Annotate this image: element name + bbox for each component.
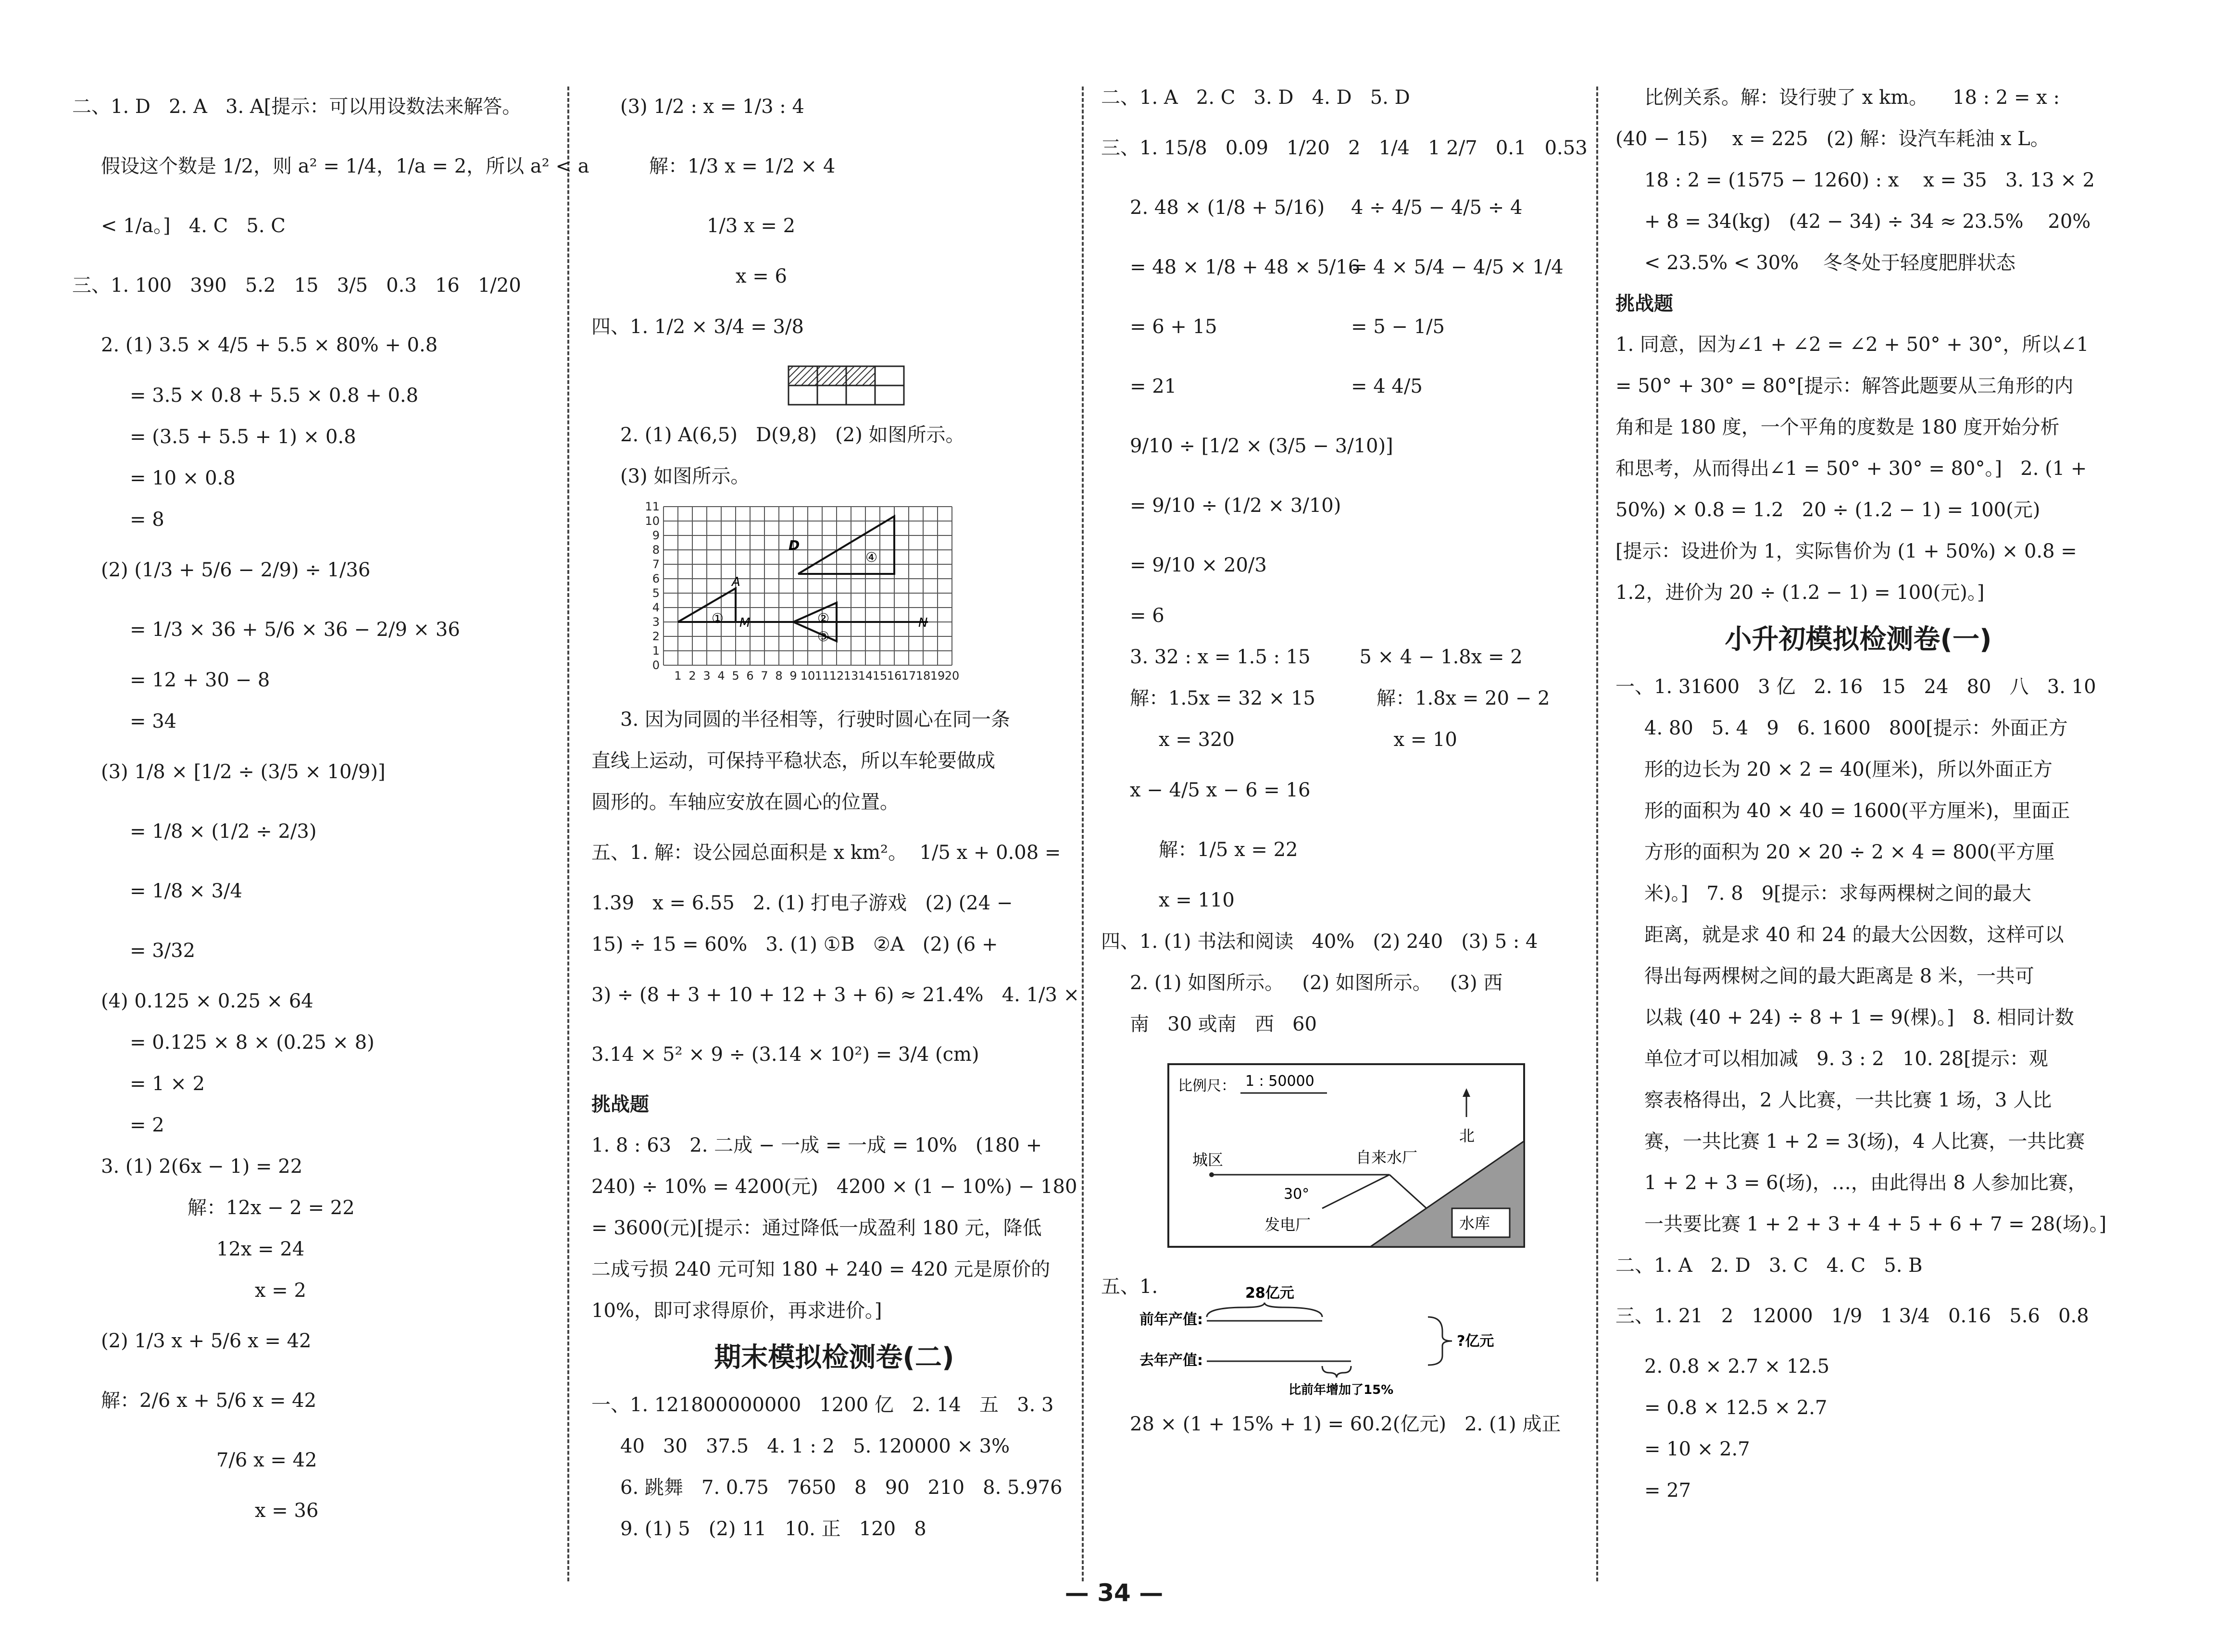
answer-line: = 0.8 × 12.5 × 2.7 <box>1644 1397 1827 1419</box>
column-1 <box>72 77 589 1594</box>
answer-line: 1. 同意，因为∠1 + ∠2 = ∠2 + 50° + 30°，所以∠1 <box>1615 334 2089 356</box>
label-last-year: 去年产值: <box>1139 1352 1203 1369</box>
answer-line: 二成亏损 240 元可知 180 + 240 = 420 元是原价的 <box>591 1258 1051 1280</box>
x-tick-label: 19 <box>930 669 945 683</box>
column-divider <box>1596 87 1598 1581</box>
point-m-label: M <box>739 616 751 630</box>
answer-line: 50%) × 0.8 = 1.2 20 ÷ (1.2 − 1) = 100(元) <box>1615 499 2040 521</box>
answer-line: 赛，一共比赛 1 + 2 = 3(场)，4 人比赛，一共比赛 <box>1644 1130 2085 1153</box>
column-4 <box>1615 77 2107 1594</box>
answer-line: 6. 跳舞 7. 0.75 7650 8 90 210 8. 5.976 <box>620 1477 1063 1499</box>
answer-line: 解：12x − 2 = 22 <box>188 1197 355 1219</box>
answer-line: 得出每两棵树之间的最大距离是 8 米，一共可 <box>1644 965 2034 987</box>
answer-line: = 0.125 × 8 × (0.25 × 8) <box>130 1031 375 1054</box>
answer-line: 比例关系。解：设行驶了 x km。 18 : 2 = x : <box>1644 87 2060 109</box>
answer-line: 五、1. <box>1101 1276 1158 1298</box>
answer-line: 9. (1) 5 (2) 11 10. 正 120 8 <box>620 1518 926 1540</box>
answer-line: 三、1. 15/8 0.09 1/20 2 1/4 1 2/7 0.1 0.53 <box>1101 137 1588 159</box>
answer-line: 9/10 ÷ [1/2 × (3/5 − 3/10)] <box>1130 435 1393 457</box>
answer-line: 解：1/5 x = 22 <box>1159 839 1298 861</box>
answer-line: 3.14 × 5² × 9 ÷ (3.14 × 10²) = 3/4 (cm) <box>591 1043 979 1066</box>
answer-line: 三、1. 21 2 12000 1/9 1 3/4 0.16 5.6 0.8 <box>1615 1305 2089 1327</box>
x-tick-label: 12 <box>829 669 844 683</box>
answer-line: (4) 0.125 × 0.25 × 64 <box>101 990 313 1012</box>
answer-line: = 1/8 × (1/2 ÷ 2/3) <box>130 820 317 843</box>
x-tick-label: 5 <box>732 669 739 683</box>
answer-line: = 3.5 × 0.8 + 5.5 × 0.8 + 0.8 <box>130 385 419 407</box>
y-tick-label: 2 <box>652 630 660 643</box>
point-n-label: N <box>918 616 928 630</box>
answer-line: 二、1. D 2. A 3. A[提示：可以用设数法来解答。 <box>72 96 522 118</box>
answer-line: 3. 32 : x = 1.5 : 15 5 × 4 − 1.8x = 2 <box>1130 646 1523 668</box>
answer-line: = 10 × 2.7 <box>1644 1438 1750 1460</box>
y-tick-label: 9 <box>652 529 660 542</box>
answer-line: < 1/a。] 4. C 5. C <box>101 215 286 237</box>
scale-value: 1 : 50000 <box>1245 1073 1314 1090</box>
scale-label: 比例尺： <box>1178 1078 1236 1094</box>
answer-line: = 6 + 15 <box>1130 316 1217 338</box>
answer-line: = 50° + 30° = 80°[提示：解答此题要从三角形的内 <box>1615 375 2074 397</box>
answer-line: x = 110 <box>1159 889 1235 911</box>
calculation-pair <box>1101 178 1587 416</box>
answer-line: 2. 48 × (1/8 + 5/16) <box>1130 197 1325 219</box>
right-brace <box>1428 1317 1452 1365</box>
answer-line: 二、1. A 2. D 3. C 4. C 5. B <box>1615 1255 1923 1277</box>
y-tick-label: 4 <box>652 601 660 614</box>
answer-line: 以栽 (40 + 24) ÷ 8 + 1 = 9(棵)。] 8. 相同计数 <box>1644 1006 2074 1029</box>
answer-line: = 12 + 30 − 8 <box>130 669 270 691</box>
answer-line: (3) 1/8 × [1/2 ÷ (3/5 × 10/9)] <box>101 761 386 783</box>
answer-line: = 27 <box>1644 1479 1691 1502</box>
column-3 <box>1101 77 1587 1594</box>
answer-line: = 1/8 × 3/4 <box>130 880 242 902</box>
angle-label: 30° <box>1284 1186 1310 1203</box>
increase-brace <box>1322 1366 1351 1378</box>
fraction-strip <box>789 366 904 405</box>
answer-line: 2. (1) A(6,5) D(9,8) (2) 如图所示。 <box>620 424 965 446</box>
answer-line: 单位才可以相加减 9. 3 : 2 10. 28[提示：观 <box>1644 1048 2048 1070</box>
answer-line: 1/3 x = 2 <box>707 215 796 237</box>
y-tick-label: 7 <box>652 558 660 571</box>
answer-line: = 6 <box>1130 605 1164 627</box>
top-brace <box>1207 1303 1322 1317</box>
answer-line: 1 + 2 + 3 = 6(场)，…，由此得出 8 人参加比赛， <box>1644 1172 2087 1194</box>
label-prev-year: 前年产值: <box>1139 1311 1203 1328</box>
answer-line: x = 320 x = 10 <box>1159 729 1457 751</box>
answer-line: = 4 × 5/4 − 4/5 × 1/4 <box>1351 256 1564 278</box>
answer-line: 2. 0.8 × 2.7 × 12.5 <box>1644 1355 1830 1378</box>
calculation-right <box>1351 178 1582 416</box>
answer-line: 一、1. 121800000000 1200 亿 2. 14 五 3. 3 <box>591 1394 1054 1416</box>
x-tick-label: 2 <box>688 669 696 683</box>
answer-line: = 34 <box>130 710 177 733</box>
answer-line: (2) 1/3 x + 5/6 x = 42 <box>101 1330 312 1352</box>
x-tick-label: 11 <box>814 669 830 683</box>
answer-line: 40 30 37.5 4. 1 : 2 5. 120000 × 3% <box>620 1435 1010 1457</box>
power-plant-label: 发电厂 <box>1264 1216 1311 1234</box>
answer-line: 和思考，从而得出∠1 = 50° + 30° = 80°。] 2. (1 + <box>1615 458 2087 480</box>
answer-line: = (3.5 + 5.5 + 1) × 0.8 <box>130 426 356 448</box>
answer-line: 二、1. A 2. C 3. D 4. D 5. D <box>1101 87 1410 109</box>
increase-note: 比前年增加了15% <box>1289 1383 1394 1397</box>
answer-line: [提示：设进价为 1，实际售价为 (1 + 50%) × 0.8 = <box>1615 540 2077 562</box>
answer-line: = 2 <box>130 1114 164 1136</box>
x-tick-label: 15 <box>872 669 888 683</box>
answer-line: 1. 8 : 63 2. 二成 − 一成 = 一成 = 10% (180 + <box>591 1134 1042 1156</box>
answer-line: 2. (1) 如图所示。 (2) 如图所示。 (3) 西 <box>1130 972 1503 994</box>
answer-line: 角和是 180 度，一个平角的度数是 180 度开始分析 <box>1615 416 2060 438</box>
top-value-label: 28亿元 <box>1245 1285 1294 1302</box>
x-tick-label: 4 <box>717 669 725 683</box>
answer-line: (3) 1/2 : x = 1/3 : 4 <box>620 96 804 118</box>
answer-line: 形的面积为 40 × 40 = 1600(平方厘米)，里面正 <box>1644 800 2070 822</box>
x-tick-label: 6 <box>746 669 754 683</box>
answer-line: 四、1. (1) 书法和阅读 40% (2) 240 (3) 5 : 4 <box>1101 931 1538 953</box>
answer-line: x = 36 <box>255 1500 319 1522</box>
x-tick-label: 20 <box>944 669 960 683</box>
answer-line: 3. (1) 2(6x − 1) = 22 <box>101 1155 303 1178</box>
column-2 <box>591 77 1080 1594</box>
answer-line: = 5 − 1/5 <box>1351 316 1445 338</box>
answer-line: 三、1. 100 390 5.2 15 3/5 0.3 16 1/20 <box>72 274 521 297</box>
answer-line: 10%，即可求得原价，再求进价。] <box>591 1300 882 1322</box>
x-tick-label: 13 <box>843 669 859 683</box>
answer-line: 解：1/3 x = 1/2 × 4 <box>649 155 836 177</box>
answer-line: < 23.5% < 30% 冬冬处于轻度肥胖状态 <box>1644 252 2016 274</box>
answer-line: 假设这个数是 1/2，则 a² = 1/4，1/a = 2，所以 a² < a <box>101 155 589 177</box>
x-tick-label: 8 <box>775 669 783 683</box>
x-tick-label: 1 <box>674 669 682 683</box>
answer-line: (2) (1/3 + 5/6 − 2/9) ÷ 1/36 <box>101 559 371 581</box>
answer-line: 解：1.5x = 32 × 15 解：1.8x = 20 − 2 <box>1130 687 1550 709</box>
answer-line: = 48 × 1/8 + 48 × 5/16 <box>1130 256 1361 278</box>
answer-line: = 1 × 2 <box>130 1073 205 1095</box>
answer-line: x = 6 <box>736 265 787 287</box>
answer-line: = 4 4/5 <box>1351 375 1423 397</box>
answer-line: 四、1. 1/2 × 3/4 = 3/8 <box>591 316 804 338</box>
answer-line: 240) ÷ 10% = 4200(元) 4200 × (1 − 10%) − 180 <box>591 1176 1077 1198</box>
answer-line: 圆形的。车轴应安放在圆心的位置。 <box>591 791 899 813</box>
answer-line: 2. (1) 3.5 × 4/5 + 5.5 × 80% + 0.8 <box>101 334 438 356</box>
x-tick-label: 10 <box>800 669 815 683</box>
calculation-left <box>1101 178 1361 416</box>
answer-line: 1.39 x = 6.55 2. (1) 打电子游戏 (2) (24 − <box>591 892 1013 914</box>
answer-line: (40 − 15) x = 225 (2) 解：设汽车耗油 x L。 <box>1615 128 2050 150</box>
x-tick-label: 9 <box>789 669 797 683</box>
challenge-heading: 挑战题 <box>1615 293 1673 315</box>
x-tick-label: 3 <box>703 669 711 683</box>
answer-line: 一共要比赛 1 + 2 + 3 + 4 + 5 + 6 + 7 = 28(场)。] <box>1644 1213 2107 1235</box>
answer-line: 15) ÷ 15 = 60% 3. (1) ①B ②A (2) (6 + <box>591 933 998 956</box>
answer-line: x − 4/5 x − 6 = 16 <box>1130 779 1311 801</box>
answer-line: = 9/10 ÷ (1/2 × 3/10) <box>1130 495 1341 517</box>
north-label: 北 <box>1459 1127 1475 1145</box>
y-tick-label: 11 <box>645 500 660 513</box>
answer-line: = 9/10 × 20/3 <box>1130 554 1267 576</box>
section-title: 小升初模拟检测卷(一) <box>1725 624 1992 655</box>
answer-line: = 10 × 0.8 <box>130 467 236 489</box>
x-tick-label: 7 <box>761 669 768 683</box>
answer-line: 米)。] 7. 8 9[提示：求每两棵树之间的最大 <box>1644 882 2031 905</box>
answer-line: 直线上运动，可保持平稳状态，所以车轮要做成 <box>591 750 995 772</box>
shape-3-label: ③ <box>817 629 830 645</box>
answer-line: x = 2 <box>255 1279 306 1302</box>
water-plant-label: 自来水厂 <box>1356 1148 1418 1167</box>
answer-line: (3) 如图所示。 <box>620 465 750 487</box>
answer-line: = 1/3 × 36 + 5/6 × 36 − 2/9 × 36 <box>130 619 460 641</box>
y-tick-label: 0 <box>652 658 660 672</box>
question-label: ?亿元 <box>1457 1333 1494 1350</box>
section-title: 期末模拟检测卷(二) <box>714 1342 954 1373</box>
answer-line: 3. 因为同圆的半径相等，行驶时圆心在同一条 <box>620 708 1010 731</box>
answer-line: 距离，就是求 40 和 24 的最大公因数，这样可以 <box>1644 924 2064 946</box>
fraction-strip-figure <box>591 357 1077 414</box>
x-tick-label: 18 <box>915 669 931 683</box>
column-divider <box>1082 87 1084 1581</box>
answer-line: 方形的面积为 20 × 20 ÷ 2 × 4 = 800(平方厘 <box>1644 841 2055 863</box>
y-tick-label: 8 <box>652 543 660 557</box>
y-tick-label: 10 <box>645 514 660 528</box>
answer-line: = 3600(元)[提示：通过降低一成盈利 180 元，降低 <box>591 1217 1042 1239</box>
city-label: 城区 <box>1192 1151 1224 1169</box>
map-figure <box>1101 1045 1587 1266</box>
answer-line: 解：2/6 x + 5/6 x = 42 <box>101 1390 317 1412</box>
challenge-heading: 挑战题 <box>591 1093 649 1116</box>
shape-1-label: ① <box>712 610 724 626</box>
answer-line: 7/6 x = 42 <box>216 1449 317 1471</box>
answer-line: 形的边长为 20 × 2 = 40(厘米)，所以外面正方 <box>1644 758 2053 781</box>
answer-line: 4 ÷ 4/5 − 4/5 ÷ 4 <box>1351 197 1523 219</box>
answer-line: = 8 <box>130 509 164 531</box>
point-d-label: D <box>789 537 800 553</box>
y-tick-label: 6 <box>652 572 660 585</box>
shape-4-label: ④ <box>865 549 878 565</box>
point-a-label: A <box>732 575 740 589</box>
reservoir-label: 水库 <box>1459 1214 1490 1232</box>
answer-line: 南 30 或南 西 60 <box>1130 1013 1317 1035</box>
answer-line: 1.2，进价为 20 ÷ (1.2 − 1) = 100(元)。] <box>1615 582 1985 604</box>
answer-line: = 3/32 <box>130 940 196 962</box>
x-tick-label: 17 <box>901 669 916 683</box>
answer-line: = 21 <box>1130 375 1177 397</box>
column-divider <box>567 87 569 1581</box>
answer-line: 28 × (1 + 15% + 1) = 60.2(亿元) 2. (1) 成正 <box>1130 1413 1561 1435</box>
answer-line: 4. 80 5. 4 9 6. 1600 800[提示：外面正方 <box>1644 717 2068 739</box>
answer-line: 一、1. 31600 3 亿 2. 16 15 24 80 八 3. 10 <box>1615 676 2096 698</box>
x-tick-label: 14 <box>858 669 873 683</box>
answer-line: 12x = 24 <box>216 1238 305 1260</box>
answer-line: 3) ÷ (8 + 3 + 10 + 12 + 3 + 6) ≈ 21.4% 4. 1/3 × <box>591 984 1080 1006</box>
coordinate-grid-figure <box>591 497 1077 699</box>
answer-line: 五、1. 解：设公园总面积是 x km²。 1/5 x + 0.08 = <box>591 842 1061 864</box>
y-tick-label: 5 <box>652 586 660 600</box>
x-tick-label: 16 <box>887 669 902 683</box>
y-tick-label: 1 <box>652 644 660 658</box>
answer-line: 察表格得出，2 人比赛，一共比赛 1 场，3 人比 <box>1644 1089 2052 1111</box>
y-tick-label: 3 <box>652 615 660 629</box>
answer-line: + 8 = 34(kg) (42 − 34) ÷ 34 ≈ 23.5% 20% <box>1644 211 2091 233</box>
shape-2-label: ② <box>817 610 830 626</box>
answer-line: 18 : 2 = (1575 − 1260) : x x = 35 3. 13 × 2 <box>1644 169 2095 191</box>
segment-diagram-figure <box>1101 1279 1587 1404</box>
page-number: — 34 — <box>1064 1579 1164 1607</box>
